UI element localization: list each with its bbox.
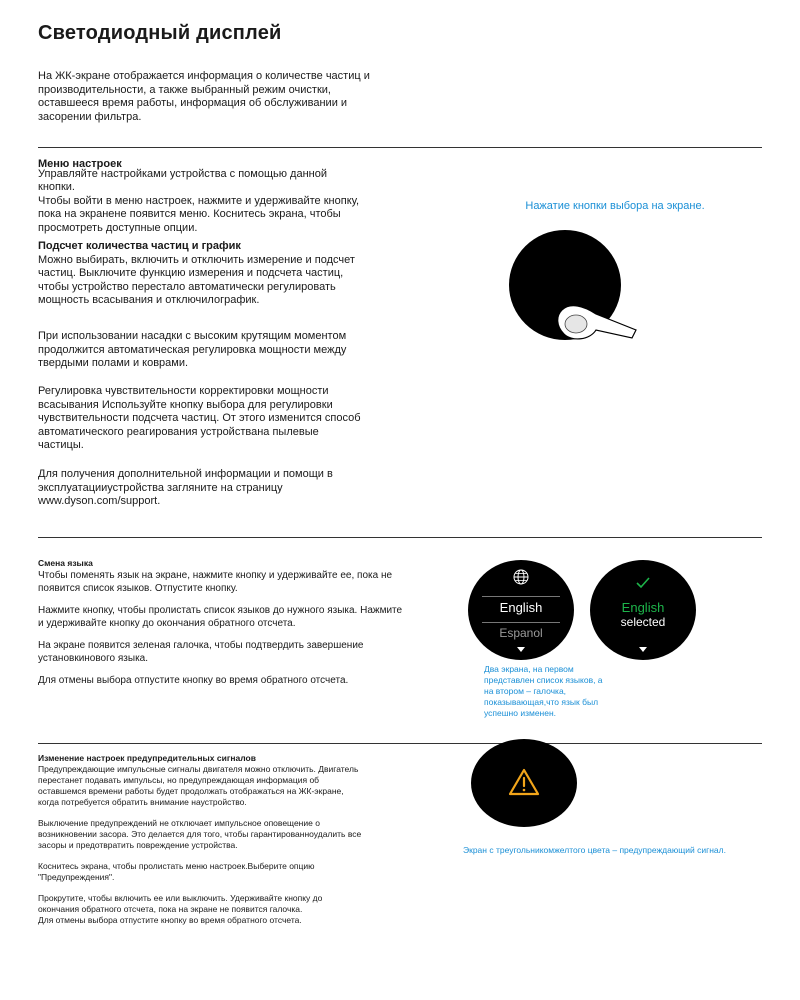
section-heading: Смена языка [38,558,93,568]
language-selected-screen [590,560,696,660]
divider [38,537,762,538]
settings-menu-section: Меню настроек Управляйте настройками устройства с помощью данной кнопки. Чтобы войти в меню настроек, нажмите и удерживайте кнопку, пока на экранене появится меню. Коснитесь экрана, чтобы просмотреть доступные опции. [38,158,398,236]
sensitivity-paragraph: Регулировка чувствительности корректировки мощности всасывания Используйте кнопку выбора для регулировки чувствительности подсчета частиц. От этого изменится способ автоматического реагирования устройствана пылевые частицы. [38,385,361,452]
language-section: Смена языка Чтобы поменять язык на экране, нажмите кнопку и удерживайте ее, пока не появится список языков. Отпустите кнопку. Нажмите кнопку, чтобы пролистать список языков до нужного языка. Нажмите и удерживайте кнопку до окончания обратного отсчета. На экране появится зеленая галочка, чтобы подтвердить завершение установкинового языка. Для отмены выбора отпустите кнопку во время обратного отсчета. [38,558,428,687]
warnings-section: Изменение настроек предупредительных сигналов Предупреждающие импульсные сигналы двигателя можно отключить. Двигатель перестанет подавать импульсы, но предупреждающая информация об оставшемся времени работы будет продолжать отображаться на ЖК-экране, когда потребуется обратить внимание наустройство. Выключение предупреждений не отключает импульсное оповещение о возникновении засора. Это делается для того, чтобы гарантированноудалить все засоры и предотвратить повреждение устройства. Коснитесь экрана, чтобы пролистать меню настроек.Выберите опцию "Предупреждения". Прокрутите, чтобы включить ее или выключить. Удерживайте кнопку до окончания обратного отсчета, пока на экране не появится галочка. Для отмены выбора отпустите кнопку во время обратного отсчета. [38,753,438,926]
particle-count-section: Подсчет количества частиц и график Можно выбирать, включить и отключить измерение и подсчет частиц. Выключите функцию измерения и подсчета частиц, чтобы устройство перестало автоматически регулировать мощность всасывания и отключилографик. [38,240,398,308]
intro-paragraph: На ЖК-экране отображается информация о количестве частиц и производительности, а также выбранный режим очистки, оставшееся время работы, информация об обслуживании и засорении фильтра. [38,70,370,123]
globe-icon [513,569,529,585]
warning-caption: Экран с треугольникомжелтого цвета – предупреждающий сигнал. [463,845,726,855]
divider [38,147,762,148]
language-option-espanol: Espanol [499,626,543,640]
page-title: Светодиодный дисплей [38,22,282,44]
warning-triangle-icon [508,768,540,796]
check-icon [635,576,651,590]
language-option-english: English [499,600,543,615]
section-heading: Подсчет количества частиц и график [38,240,241,252]
divider [38,743,762,744]
section-heading: Меню настроек [38,158,122,170]
selected-language: English [621,600,665,615]
chevron-down-icon [639,647,647,652]
divider [482,622,560,623]
chevron-down-icon [517,647,525,652]
press-illustration [500,230,650,360]
section-heading: Изменение настроек предупредительных сигналов [38,753,256,763]
divider [482,596,560,597]
high-torque-paragraph: При использовании насадки с высоким крутящим моментом продолжится автоматическая регулировка мощности между твердыми полами и коврами. [38,330,347,370]
press-caption: Нажатие кнопки выбора на экране. [525,200,705,212]
support-link: www.dyson.com/support. [38,495,161,508]
selected-label: selected [620,615,666,629]
language-caption: Два экрана, на первом представлен список языков, а на втором – галочка, показывающая,что язык был успешно изменен. [484,664,603,718]
warning-screen [471,739,577,827]
support-paragraph: Для получения дополнительной информации и помощи в эксплуатацииустройства загляните на страницу www.dyson.com/support. [38,468,398,509]
language-list-screen [468,560,574,660]
